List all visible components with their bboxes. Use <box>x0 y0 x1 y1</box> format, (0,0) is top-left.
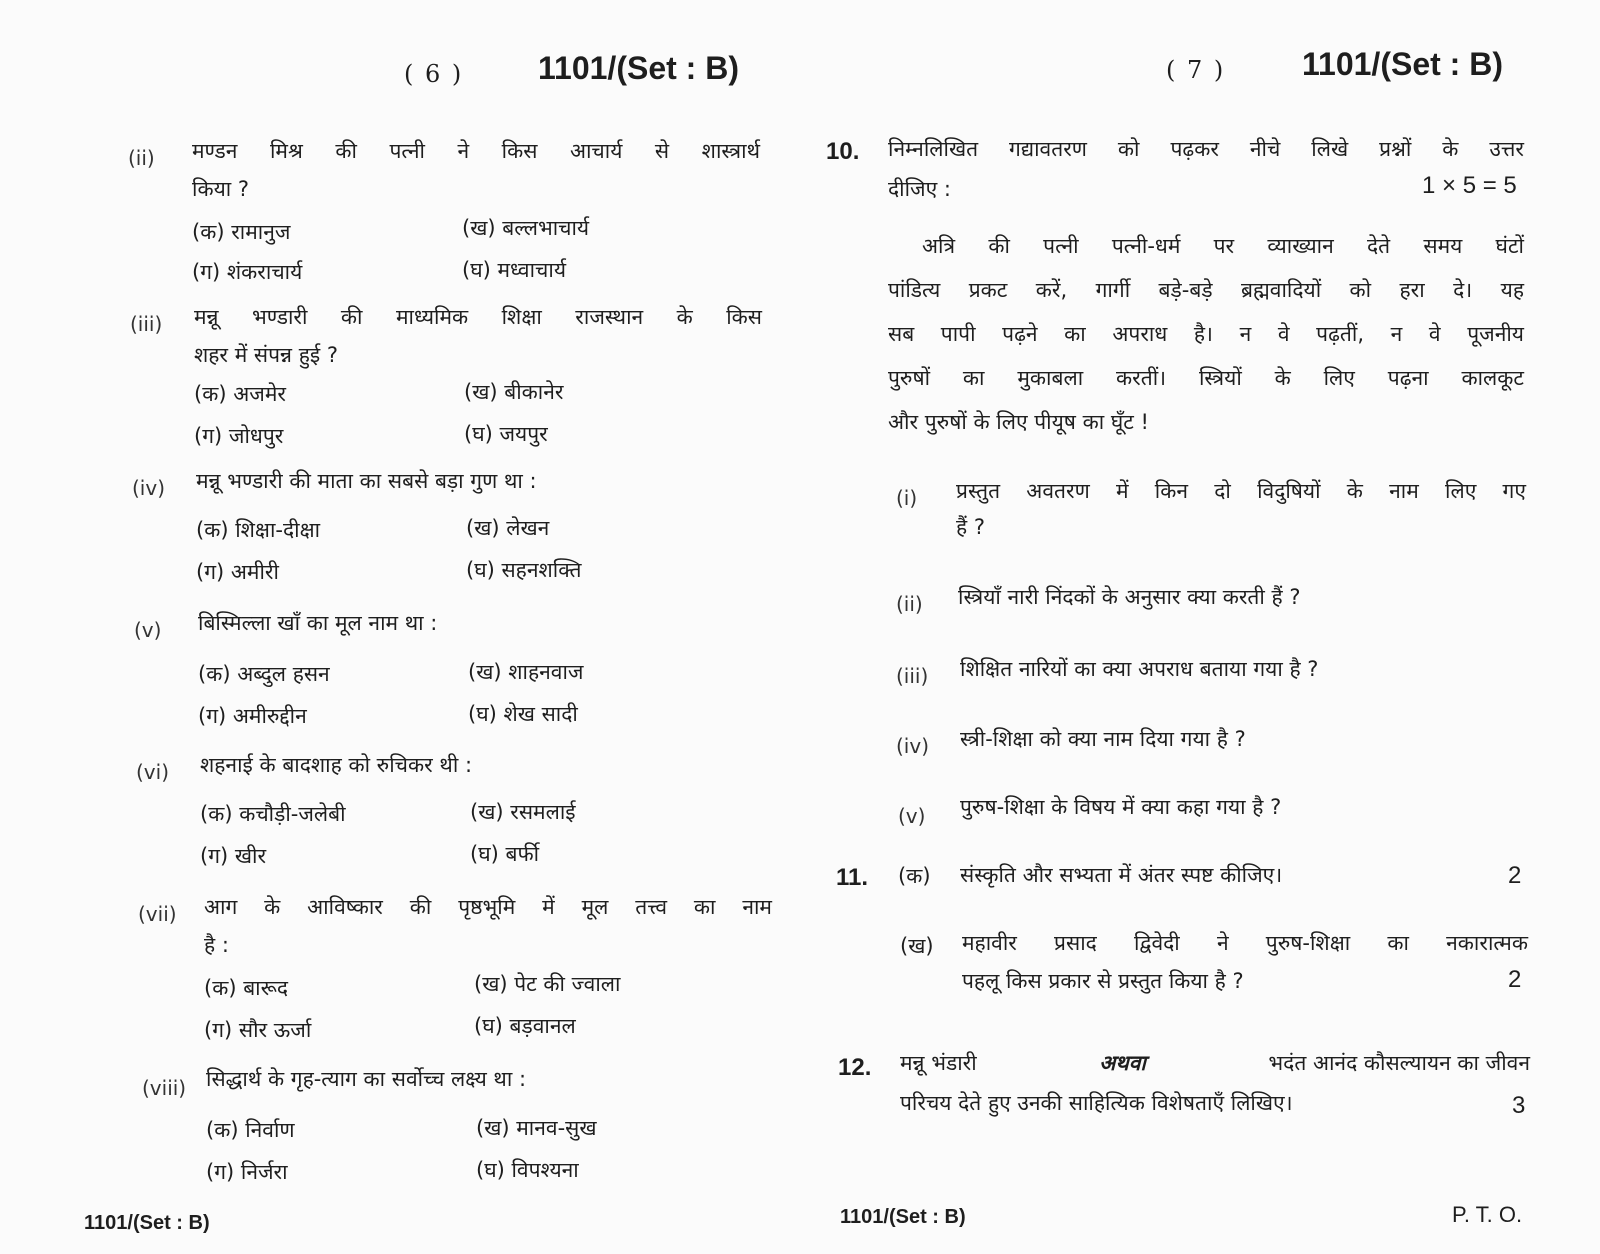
sub-question-text: प्रस्तुत अवतरण में किन दो विदुषियों के नाम लिए गए <box>956 479 1526 503</box>
question-number: (vii) <box>138 902 177 926</box>
question-text: निम्नलिखित गद्यावतरण को पढ़कर नीचे लिखे प्रश्नों के उत्तर <box>888 137 1524 161</box>
question-text: है : <box>204 933 229 957</box>
question-text: बिस्मिल्ला खाँ का मूल नाम था : <box>198 611 438 635</box>
question-number: 12. <box>838 1054 872 1081</box>
option: (क) रामानुज <box>192 220 291 244</box>
question-text <box>900 1044 1530 1082</box>
sub-question-number: (i) <box>896 486 918 510</box>
marks: 1 × 5 = 5 <box>1422 172 1517 199</box>
passage-line: और पुरुषों के लिए पीयूष का घूँट ! <box>888 410 1149 434</box>
option: (क) शिक्षा-दीक्षा <box>196 518 321 542</box>
marks: 3 <box>1512 1092 1526 1119</box>
passage <box>888 224 1524 444</box>
question-text: दीजिए : <box>888 177 951 201</box>
option: (क) निर्वाण <box>206 1118 295 1142</box>
question-number: (iii) <box>130 312 163 336</box>
question-number: 11. <box>836 864 869 891</box>
option: (घ) शेख सादी <box>468 702 578 726</box>
option: (ख) लेखन <box>466 516 550 540</box>
option: (क) कचौड़ी-जलेबी <box>200 802 346 826</box>
marks: 2 <box>1508 966 1522 993</box>
option: (ख) पेट की ज्वाला <box>474 972 621 996</box>
sub-question-number: (ii) <box>896 592 923 616</box>
right-footer-code: 1101/(Set : B) <box>840 1206 966 1228</box>
left-footer-code: 1101/(Set : B) <box>84 1212 210 1234</box>
passage-line: पांडित्य प्रकट करें, गार्गी बड़े-बड़े ब्रह्मवादियों को हरा दे। यह <box>888 278 1524 302</box>
passage-line: पुरुषों का मुकाबला करतीं। स्त्रियों के लिए पढ़ना कालकूट <box>888 366 1524 390</box>
question-number: (ii) <box>128 146 155 170</box>
question-number: (vi) <box>136 760 169 784</box>
right-page-number: ( 7 ) <box>1166 56 1226 84</box>
question-text-part: भदंत आनंद कौसल्यायन का जीवन <box>1268 1051 1530 1075</box>
option: (ख) शाहनवाज <box>468 660 584 684</box>
question-text: शहनाई के बादशाह को रुचिकर थी : <box>200 753 473 777</box>
question-text-part: मन्नू भंडारी <box>900 1051 977 1075</box>
question-number: (v) <box>134 618 162 642</box>
option: (ग) निर्जरा <box>206 1160 288 1184</box>
sub-question-number: (ख) <box>900 934 934 958</box>
sub-question-text: महावीर प्रसाद द्विवेदी ने पुरुष-शिक्षा का नकारात्मक <box>962 931 1528 955</box>
sub-question-text: शिक्षित नारियों का क्या अपराध बताया गया है ? <box>960 657 1319 681</box>
question-text: किया ? <box>192 177 250 201</box>
option: (क) अब्दुल हसन <box>198 662 330 686</box>
option: (ग) जोधपुर <box>194 424 284 448</box>
sub-question-number: (iii) <box>896 664 929 688</box>
option: (ग) सौर ऊर्जा <box>204 1018 312 1042</box>
option: (घ) बड़वानल <box>474 1014 576 1038</box>
option: (क) अजमेर <box>194 382 286 406</box>
question-text: सिद्धार्थ के गृह-त्याग का सर्वोच्च लक्ष्य था : <box>206 1067 527 1091</box>
sub-question-text: पहलू किस प्रकार से प्रस्तुत किया है ? <box>962 969 1244 993</box>
passage-line: अत्रि की पत्नी पत्नी-धर्म पर व्याख्यान देते समय घंटों <box>922 234 1524 258</box>
sub-question-text: हैं ? <box>956 515 985 539</box>
question-text: आग के आविष्कार की पृष्ठभूमि में मूल तत्त्व का नाम <box>204 895 772 919</box>
option: (ग) शंकराचार्य <box>192 260 303 284</box>
sub-question-text: पुरुष-शिक्षा के विषय में क्या कहा गया है ? <box>960 795 1282 819</box>
option: (ख) मानव-सुख <box>476 1116 597 1140</box>
sub-question-text: स्त्री-शिक्षा को क्या नाम दिया गया है ? <box>960 727 1246 751</box>
marks: 2 <box>1508 862 1522 889</box>
option: (घ) जयपुर <box>464 422 548 446</box>
passage-line: सब पापी पढ़ने का अपराध है। न वे पढ़तीं, न वे पूजनीय <box>888 322 1524 346</box>
question-text: मन्नू भण्डारी की माता का सबसे बड़ा गुण था : <box>196 469 537 493</box>
option: (घ) बर्फी <box>470 842 540 866</box>
option: (क) बारूद <box>204 976 289 1000</box>
option: (ग) अमीरुद्दीन <box>198 704 307 728</box>
left-page-number: ( 6 ) <box>404 60 464 88</box>
option: (ग) अमीरी <box>196 560 279 584</box>
question-number: (iv) <box>132 476 165 500</box>
question-text: मन्नू भण्डारी की माध्यमिक शिक्षा राजस्थान के किस <box>194 305 762 329</box>
question-text: शहर में संपन्न हुई ? <box>194 343 338 367</box>
sub-question-number: (v) <box>898 804 926 828</box>
question-text: मण्डन मिश्र की पत्नी ने किस आचार्य से शास्त्रार्थ <box>192 139 760 163</box>
pto-label: P. T. O. <box>1452 1202 1523 1227</box>
option: (ख) बीकानेर <box>464 380 564 404</box>
sub-question-text: स्त्रियाँ नारी निंदकों के अनुसार क्या करती हैं ? <box>958 585 1301 609</box>
option: (ग) खीर <box>200 844 267 868</box>
sub-question-number: (iv) <box>896 734 929 758</box>
question-number: 10. <box>826 138 860 165</box>
option: (घ) मध्वाचार्य <box>462 258 566 282</box>
option: (ख) बल्लभाचार्य <box>462 216 590 240</box>
option: (घ) सहनशक्ति <box>466 558 582 582</box>
sub-question-number: (क) <box>898 864 931 888</box>
question-text: परिचय देते हुए उनकी साहित्यिक विशेषताएँ लिखिए। <box>900 1091 1293 1115</box>
sub-question-text: संस्कृति और सभ्यता में अंतर स्पष्ट कीजिए। <box>960 863 1283 887</box>
athva-word: अथवा <box>1099 1051 1146 1075</box>
right-paper-code: 1101/(Set : B) <box>1302 46 1503 82</box>
question-number: (viii) <box>142 1076 187 1100</box>
option: (ख) रसमलाई <box>470 800 576 824</box>
option: (घ) विपश्यना <box>476 1158 579 1182</box>
left-paper-code: 1101/(Set : B) <box>538 50 739 86</box>
